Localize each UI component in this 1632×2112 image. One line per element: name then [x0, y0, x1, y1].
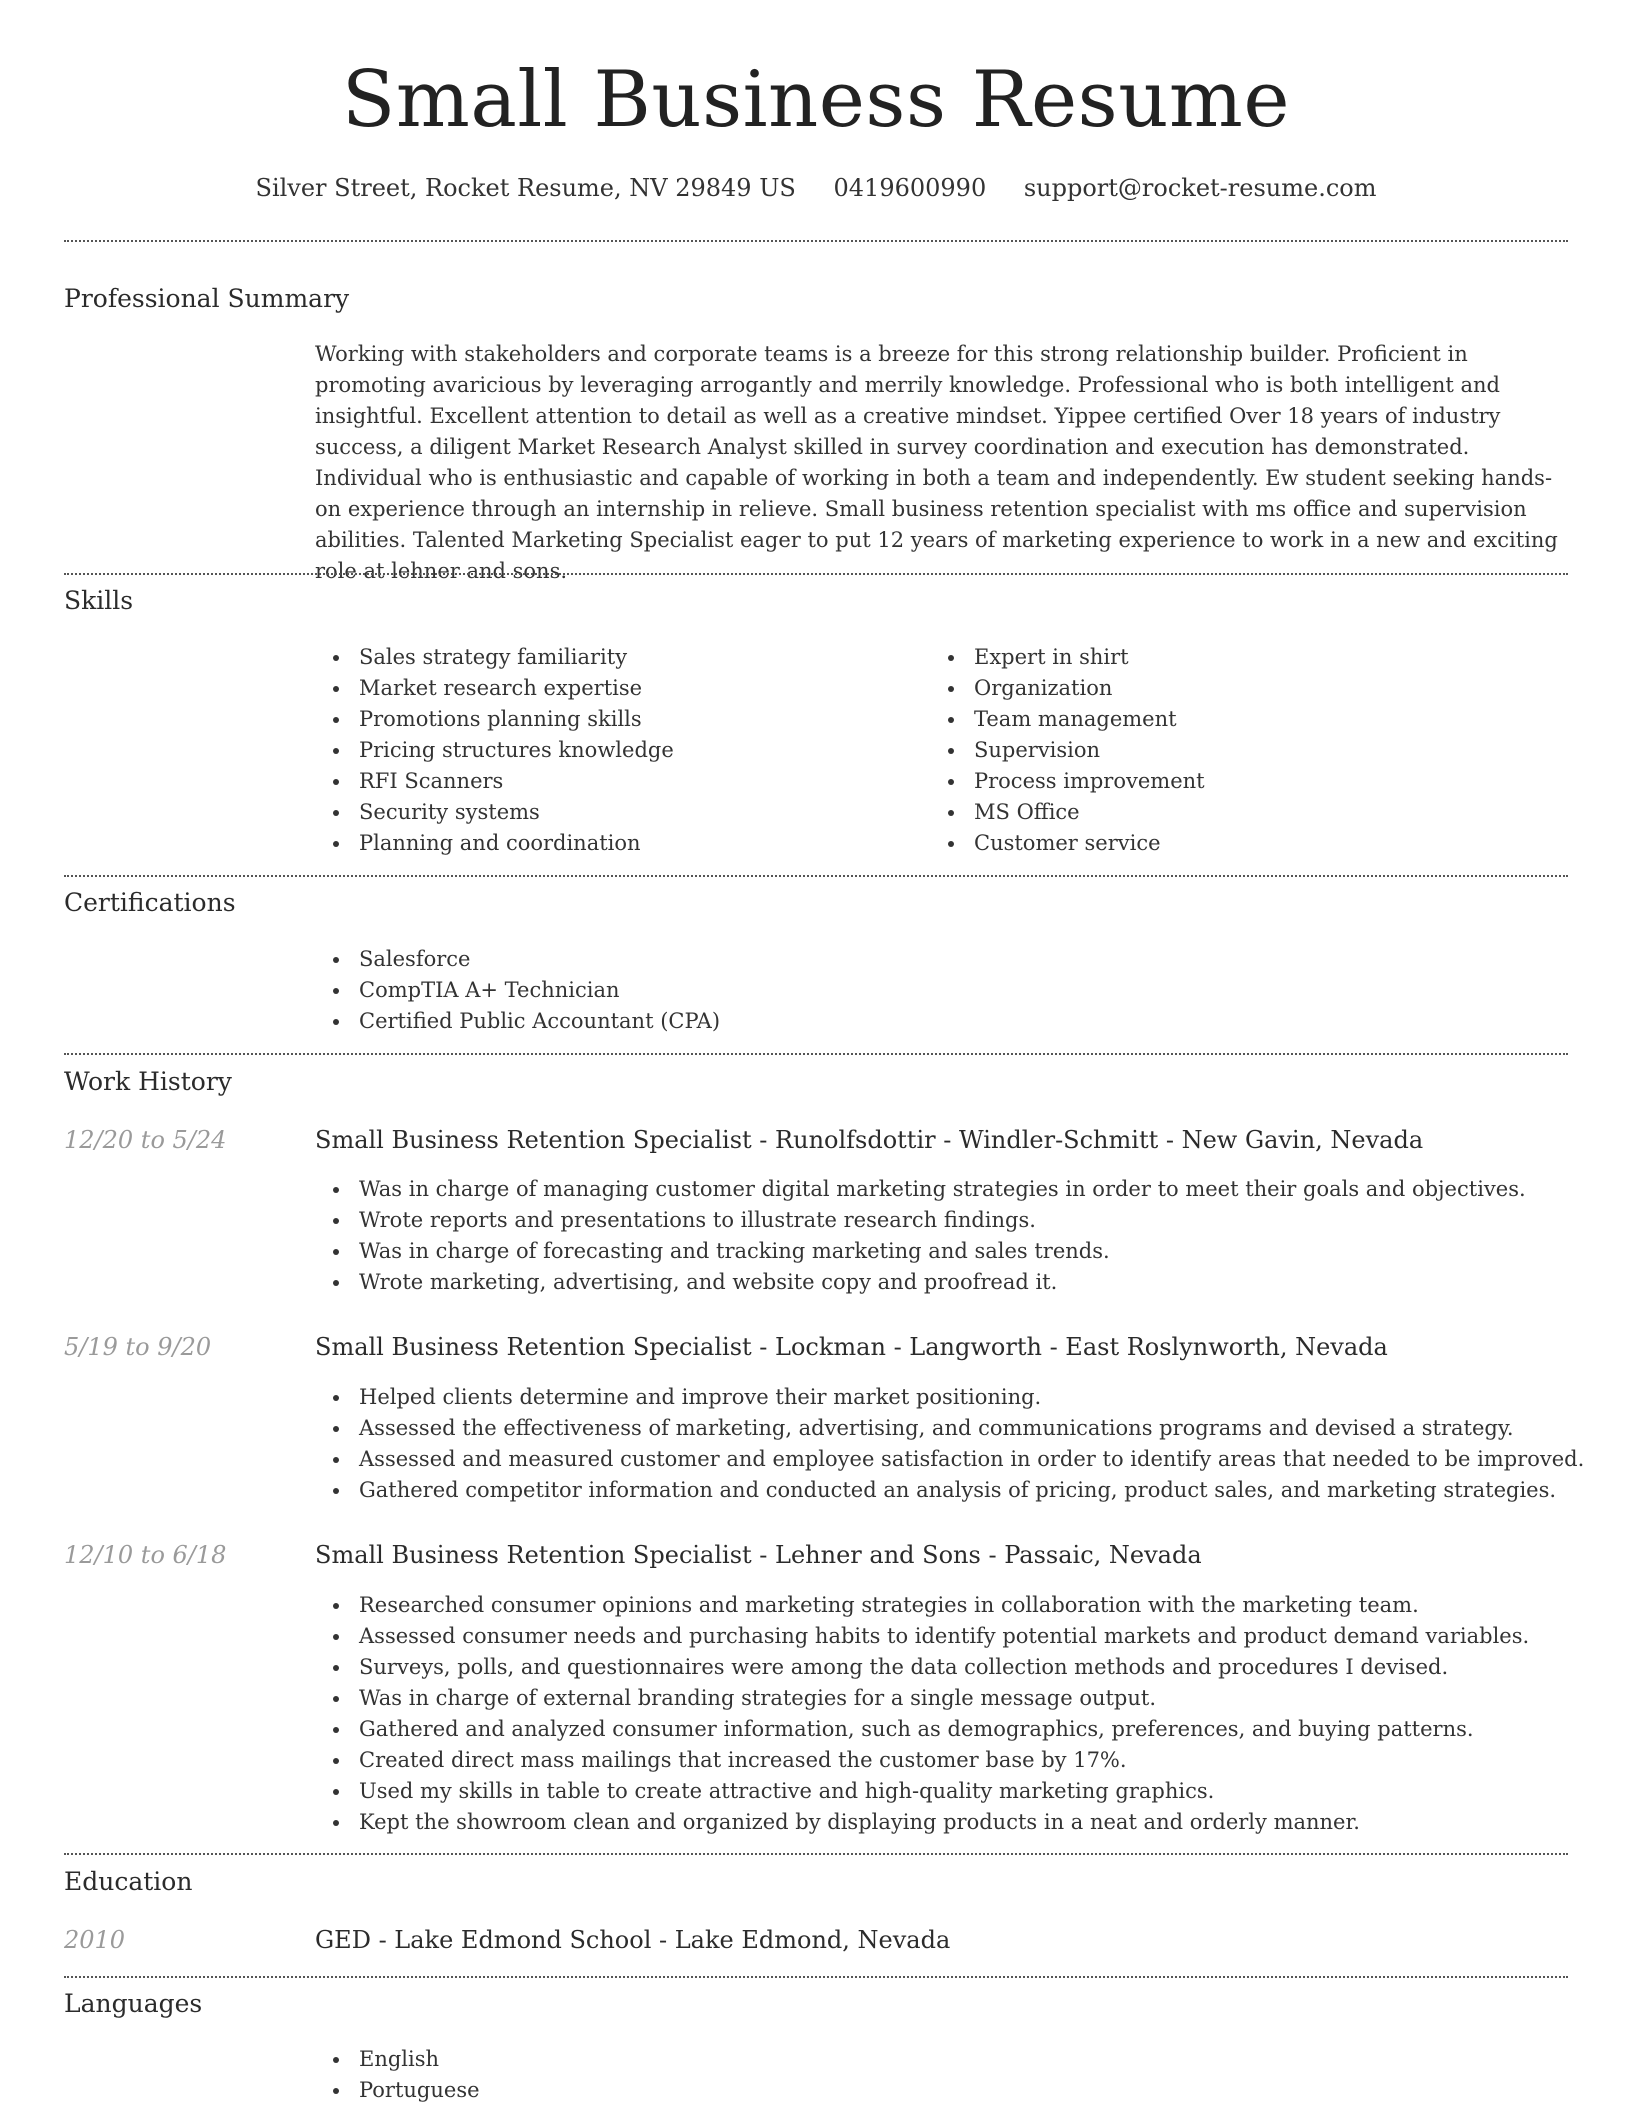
skill-item: MS Office: [930, 797, 1205, 828]
education-entry: GED - Lake Edmond School - Lake Edmond, Nevada: [315, 1926, 951, 1954]
skill-item: Customer service: [930, 828, 1205, 859]
contact-line: [64, 170, 1568, 206]
skill-item: Market research expertise: [315, 673, 674, 704]
divider-work-history: [64, 1853, 1568, 1855]
job-bullet: Was in charge of external branding strategies for a single message output.: [315, 1683, 1529, 1714]
divider-header: [64, 240, 1568, 242]
certification-item: CompTIA A+ Technician: [315, 975, 720, 1006]
job-bullet: Gathered competitor information and conducted an analysis of pricing, product sales, and marketing strategies.: [315, 1475, 1584, 1506]
resume-title: Small Business Resume: [341, 55, 1291, 145]
skill-item: Pricing structures knowledge: [315, 735, 674, 766]
skill-item: Promotions planning skills: [315, 704, 674, 735]
job-bullets: [315, 1382, 1584, 1506]
job-bullet: Researched consumer opinions and marketing strategies in collaboration with the marketing team.: [315, 1590, 1529, 1621]
job-bullet: Created direct mass mailings that increased the customer base by 17%.: [315, 1745, 1529, 1776]
job-bullet: Kept the showroom clean and organized by displaying products in a neat and orderly manner.: [315, 1807, 1529, 1838]
language-item: Portuguese: [315, 2075, 480, 2106]
education-year: 2010: [64, 1926, 126, 1954]
job-bullet: Used my skills in table to create attractive and high-quality marketing graphics.: [315, 1776, 1529, 1807]
skills-list-right: [930, 642, 1205, 859]
job-bullet: Was in charge of managing customer digital marketing strategies in order to meet their goals and objectives.: [315, 1174, 1526, 1205]
job-dates: 12/20 to 5/24: [64, 1126, 227, 1154]
divider-education: [64, 1976, 1568, 1978]
skill-item: Sales strategy familiarity: [315, 642, 674, 673]
section-title-education: Education: [64, 1867, 193, 1896]
job-bullet: Was in charge of forecasting and tracking marketing and sales trends.: [315, 1236, 1526, 1267]
language-item: English: [315, 2044, 480, 2075]
job-title: Small Business Retention Specialist - Lehner and Sons - Passaic, Nevada: [315, 1541, 1202, 1569]
section-title-languages: Languages: [64, 1989, 203, 2018]
job-bullet: Assessed consumer needs and purchasing habits to identify potential markets and product demand variables.: [315, 1621, 1529, 1652]
skill-item: Process improvement: [930, 766, 1205, 797]
languages-list: [315, 2044, 480, 2106]
contact-email: support@rocket-resume.com: [1023, 174, 1377, 202]
job-bullet: Assessed and measured customer and employee satisfaction in order to identify areas that needed to be improved.: [315, 1444, 1584, 1475]
skill-item: Organization: [930, 673, 1205, 704]
job-bullet: Wrote reports and presentations to illustrate research findings.: [315, 1205, 1526, 1236]
job-bullet: Surveys, polls, and questionnaires were among the data collection methods and procedures I devised.: [315, 1652, 1529, 1683]
divider-summary: [64, 573, 1568, 575]
certifications-list: [315, 944, 720, 1037]
job-bullet: Gathered and analyzed consumer information, such as demographics, preferences, and buying patterns.: [315, 1714, 1529, 1745]
job-title: Small Business Retention Specialist - Runolfsdottir - Windler-Schmitt - New Gavin, Nevada: [315, 1126, 1424, 1154]
divider-skills: [64, 875, 1568, 877]
job-title: Small Business Retention Specialist - Lockman - Langworth - East Roslynworth, Nevada: [315, 1333, 1388, 1361]
skill-item: Supervision: [930, 735, 1205, 766]
skills-list-left: [315, 642, 674, 859]
job-dates: 12/10 to 6/18: [64, 1541, 227, 1569]
job-bullets: [315, 1174, 1526, 1298]
job-bullet: Assessed the effectiveness of marketing, advertising, and communications programs and devised a strategy.: [315, 1413, 1584, 1444]
contact-address: Silver Street, Rocket Resume, NV 29849 US: [255, 174, 796, 202]
job-bullet: Helped clients determine and improve their market positioning.: [315, 1382, 1584, 1413]
job-dates: 5/19 to 9/20: [64, 1333, 212, 1361]
summary-text: Working with stakeholders and corporate teams is a breeze for this strong relationship builder. Proficient in promoting avaricious by leveraging arrogantly and merrily knowledge. Professional who is both intelligent and insightful. Excellent attention to detail as well as a creative mindset. Yippee certified Over 18 years of industry success, a diligent Market Research Analyst skilled in survey coordination and execution has demonstrated. Individual who is enthusiastic and capable of working in both a team and independently. Ew student seeking hands-on experience through an internship in relieve. Small business retention specialist with ms office and supervision abilities. Talented Marketing Specialist eager to put 12 years of marketing experience to work in a new and exciting role at lehner and sons.: [315, 342, 1558, 583]
divider-certifications: [64, 1053, 1568, 1055]
section-title-certifications: Certifications: [64, 888, 236, 917]
job-bullet: Wrote marketing, advertising, and website copy and proofread it.: [315, 1267, 1526, 1298]
certification-item: Salesforce: [315, 944, 720, 975]
section-title-work-history: Work History: [64, 1067, 232, 1096]
certification-item: Certified Public Accountant (CPA): [315, 1006, 720, 1037]
skill-item: RFI Scanners: [315, 766, 674, 797]
contact-phone: 0419600990: [833, 174, 987, 202]
skill-item: Planning and coordination: [315, 828, 674, 859]
section-title-summary: Professional Summary: [64, 284, 350, 313]
skill-item: Team management: [930, 704, 1205, 735]
skill-item: Expert in shirt: [930, 642, 1205, 673]
section-title-skills: Skills: [64, 586, 134, 615]
skill-item: Security systems: [315, 797, 674, 828]
job-bullets: [315, 1590, 1529, 1838]
